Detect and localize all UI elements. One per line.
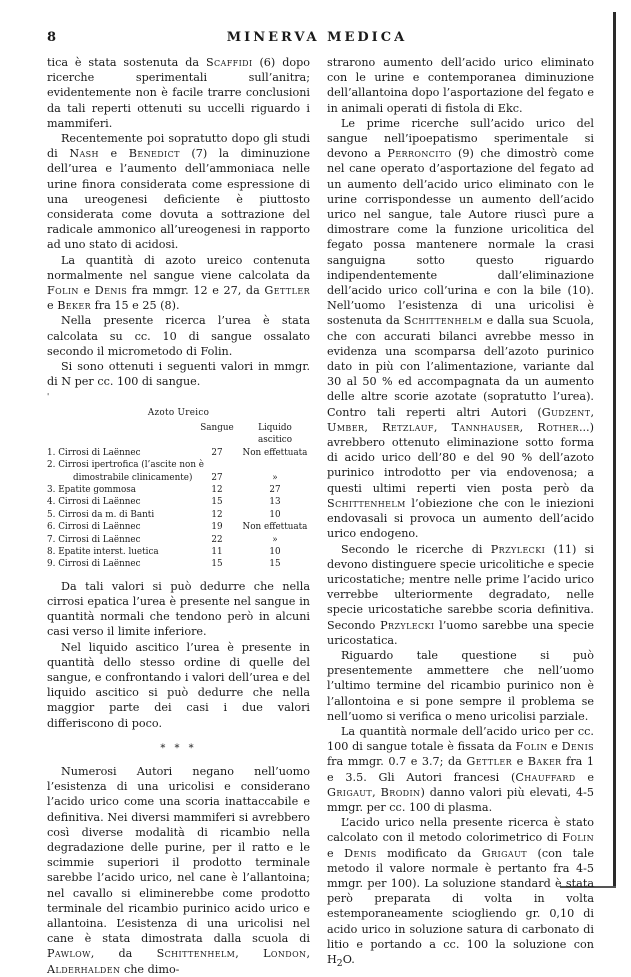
table-row bbox=[47, 534, 310, 546]
subscript: 2 bbox=[336, 958, 343, 970]
table-row bbox=[47, 459, 310, 471]
table-row bbox=[47, 496, 310, 508]
case-cell: 7. Cirrosi di Laënnec bbox=[47, 534, 141, 545]
case-cell: 1. Cirrosi di Laënnec bbox=[47, 447, 141, 458]
table-row bbox=[47, 509, 310, 521]
author-name: Umber bbox=[327, 420, 365, 434]
liquido-cell: Non effettuata bbox=[242, 447, 308, 458]
liquido-cell: Non effettuata bbox=[242, 522, 308, 533]
author-name: Grigaut bbox=[327, 785, 373, 799]
case-cell: 4. Cirrosi di Laënnec bbox=[47, 497, 141, 508]
paragraph: La quantità normale dell’acido urico per cc. 100 di sangue totale è fissata da Folin e Denis fra mmgr. 0.7 e 3.7; da Gettler e Baker fra 1 e 3.5. Gli Autori francesi (Chauffard e Grigaut, Brodin) danno valori più elevati, 4-5 mmgr. per cc. 100 di plasma. bbox=[327, 724, 595, 814]
paragraph: tica è stata sostenuta da Scaffidi (6) dopo ricerche sperimentali sull’anitra; evidentemente non è facile trarre conclusioni da tali reperti ottenuti su uccelli riguardo i mammiferi. bbox=[47, 56, 310, 130]
sangue-cell: 22 bbox=[211, 534, 223, 545]
table-row bbox=[47, 546, 310, 558]
author-name: Benedict bbox=[128, 147, 180, 161]
paragraph: Le prime ricerche sull’acido urico del sangue nell’ipoepatismo sperimentale si devono a Perroncito (9) che dimostrò come nel cane operato d’asportazione del fegato ad un aumento dell’acido urico eliminato con le urine corrispondesse un aumento dell’acido urico nel sangue, tale Autore riuscì pure a dimostrare come la funzione uricolitica del fegato possa mantenere normale la crasi sanguigna sotto questo riguardo indipendentemente dall’eliminazione dell’acido urico coll’urina e con la bile (10). Nell’uomo l’esistenza di una uricolisi è sostenuta da Schittenhelm e dalla sua Scuola, che con accurati bilanci avrebbe messo in evidenza una scomparsa dell’azoto purinico dato in più con l’alimentazione, variante dal 30 al 50 % ed accompagnata da un aumento delle altre scorie azotate (sopratutto l’urea). Contro tali reperti altri Autori (Gudzent, Umber, Retzlauf, Tannhauser, Rother...) avrebbero ottenuto eliminazione sotto forma di acido urico dell’80 e del 90 % dell’azoto purinico introdotto per via endovenosa; a questi ultimi reperti vien posta però da Schittenhelm l’obiezione che con le iniezioni endovasali si provoca un aumento dell’acido urico endogeno. bbox=[327, 116, 595, 541]
left-column bbox=[47, 55, 310, 977]
author-name: Baker bbox=[527, 755, 562, 769]
table-row bbox=[47, 558, 310, 570]
sangue-cell: 11 bbox=[211, 546, 223, 557]
paragraph: Riguardo tale questione si può presentemente ammettere che nell’uomo l’ultimo termine del ricambio purinico non è l’allontoina e si pone sempre il problema se nell’uomo si verifica o meno uricolisi parziale. bbox=[327, 648, 594, 723]
paragraph: Nel liquido ascitico l’urea è presente in quantità dello stesso ordine di quelle del sangue, e confrontando i valori dell’urea e del liquido ascitico si può dedurre che nella maggior parte dei casi i due valori differiscono di poco. bbox=[47, 640, 310, 730]
table-row bbox=[47, 521, 310, 533]
table-row bbox=[47, 484, 310, 496]
case-cell: 2. Cirrosi ipertrofica (l’ascite non è bbox=[47, 460, 204, 471]
sangue-cell: 19 bbox=[211, 522, 223, 533]
author-name: Schittenhelm bbox=[156, 947, 236, 961]
azoto-ureico-table bbox=[47, 407, 310, 570]
sangue-cell: 15 bbox=[211, 497, 223, 508]
author-name: Brodin bbox=[380, 785, 421, 799]
stray-mark: ' bbox=[47, 392, 50, 402]
author-name: Przylecki bbox=[380, 618, 435, 632]
paragraph: Secondo le ricerche di Przylecki (11) si devono distinguere specie uricolitiche e specie uricostatiche; mentre nelle prime l’acido urico verrebbe ulteriormente degradato, nelle specie uricostatiche sarebbe scoria definitiva. Secondo Przylecki l’uomo sarebbe una specie uricostatica. bbox=[327, 542, 594, 647]
case-cell: 5. Cirrosi da m. di Banti bbox=[47, 509, 155, 520]
author-name: Grigaut bbox=[481, 846, 527, 860]
author-name: Beker bbox=[57, 299, 92, 313]
column-header-sangue: Sangue bbox=[200, 422, 234, 433]
author-name: Gettler bbox=[264, 284, 310, 298]
author-name: Chauffard bbox=[515, 770, 576, 784]
page-header bbox=[47, 30, 612, 50]
case-cell: 8. Epatite interst. luetica bbox=[47, 546, 159, 557]
author-name: Scaffidi bbox=[205, 56, 253, 69]
paragraph: L’acido urico nella presente ricerca è stato calcolato con il metodo colorimetrico di Folin e Denis modificato da Grigaut (con tale metodo il valore normale è pertanto fra 4-5 mmgr. per 100). La soluzione standard è stata però preparata di volta in volta estemporaneamente sciogliendo gr. 0,10 di acido urico in soluzione satura di carbonato di litio e portando a cc. 100 la soluzione con $H_2O$. bbox=[327, 816, 594, 970]
author-name: Tannhauser bbox=[451, 420, 520, 434]
paragraph: strarono aumento dell’acido urico eliminato con le urine e contemporanea diminuzione dell’allantoina dopo l’asportazione del fegato e in animali operati di fistola di Ekc. bbox=[327, 56, 594, 115]
right-column bbox=[327, 55, 594, 971]
author-name: Pawlow bbox=[47, 947, 91, 961]
liquido-cell: 15 bbox=[269, 559, 281, 570]
table-header-row bbox=[47, 422, 310, 447]
case-cell: 3. Epatite gommosa bbox=[47, 484, 137, 495]
author-name: Perroncito bbox=[387, 147, 452, 161]
page-edge-border bbox=[613, 12, 616, 888]
data-table bbox=[47, 422, 310, 571]
author-name: Folin bbox=[515, 740, 548, 754]
author-name: Rother bbox=[537, 420, 579, 434]
table-row-continuation bbox=[47, 472, 310, 484]
sangue-cell: 27 bbox=[211, 447, 223, 458]
paragraph: Nella presente ricerca l’urea è stata calcolata su cc. 10 di sangue ossalato secondo il micrometodo di Folin. bbox=[47, 314, 310, 358]
author-name: Gudzent bbox=[541, 405, 591, 419]
case-cell: 9. Cirrosi di Laënnec bbox=[47, 559, 141, 570]
case-cell-continuation: dimostrabile clinicamente) bbox=[73, 472, 193, 483]
section-separator: * * * bbox=[160, 742, 197, 754]
author-name: Przylecki bbox=[490, 542, 546, 556]
sangue-cell: 12 bbox=[211, 484, 223, 495]
page-number: 8 bbox=[47, 30, 57, 45]
author-name: Schittenhelm bbox=[403, 314, 483, 328]
table-row bbox=[47, 447, 310, 459]
author-name: Folin bbox=[562, 831, 594, 845]
paragraph: Numerosi Autori negano nell’uomo l’esistenza di una uricolisi e considerano l’acido urico come una scoria inattaccabile e definitiva. Nei diversi mammiferi si avrebbero così diverse modalità di ricambio nella degradazione delle purine, per il ratto e le scimmie superiori il prodotto terminale sarebbe l’acido urico, nel cane è l’allantoina; nel cavallo si eliminerebbe come prodotto terminale del ricambio purinico acido urico e allantoina. L’esistenza di una uricolisi nel cane è stata dimostrata dalla scuola di Pawlow, da Schittenhelm, London, Alderhalden che dimo- bbox=[47, 764, 310, 976]
paragraph: Recentemente poi sopratutto dopo gli studi di Nash e Benedict (7) la diminuzione dell’urea e l’aumento dell’ammoniaca nelle urine finora considerata come espressione di una ureogenesi deficiente è piuttosto considerata come dovuta a sottrazione del radicale ammonico all’ureogenesi in rapporto ad uno stato di acidosi. bbox=[47, 132, 311, 252]
liquido-cell: 10 bbox=[269, 509, 281, 520]
sangue-cell: 27 bbox=[211, 472, 223, 483]
author-name: Folin bbox=[47, 284, 79, 298]
author-name: Nash bbox=[69, 147, 99, 161]
author-name: Retzlauf bbox=[382, 420, 434, 434]
case-cell: 6. Cirrosi di Laënnec bbox=[47, 522, 141, 533]
sangue-cell: 12 bbox=[211, 509, 223, 520]
author-name: Gettler bbox=[466, 755, 512, 769]
author-name: Alderhalden bbox=[47, 962, 121, 976]
author-name: London bbox=[263, 947, 307, 961]
paragraph: La quantità di azoto ureico contenuta normalmente nel sangue viene calcolata da Folin e Denis fra mmgr. 12 e 27, da Gettler e Beker fra 15 e 25 (8). bbox=[47, 253, 310, 313]
liquido-cell: 10 bbox=[269, 546, 281, 557]
liquido-cell: 27 bbox=[269, 484, 281, 495]
paragraph: Da tali valori si può dedurre che nella cirrosi epatica l’urea è presente nel sangue in quantità normali che tendono però in alcuni casi verso il limite inferiore. bbox=[47, 579, 310, 639]
paragraph: Si sono ottenuti i seguenti valori in mmgr. di N per cc. 100 di sangue. bbox=[47, 360, 310, 389]
column-header-case bbox=[47, 422, 194, 447]
column-header-liquido: Liquido ascitico bbox=[257, 422, 293, 446]
table-title: Azoto Ureico bbox=[147, 408, 210, 419]
running-title: MINERVA MEDICA bbox=[226, 30, 408, 45]
author-name: Denis bbox=[561, 740, 595, 754]
author-name: Schittenhelm bbox=[327, 496, 406, 510]
sangue-cell: 15 bbox=[211, 559, 223, 570]
author-name: Denis bbox=[94, 284, 128, 298]
liquido-cell: 13 bbox=[269, 497, 281, 508]
liquido-cell: » bbox=[272, 472, 278, 483]
liquido-cell: » bbox=[272, 534, 278, 545]
author-name: Denis bbox=[344, 846, 377, 860]
